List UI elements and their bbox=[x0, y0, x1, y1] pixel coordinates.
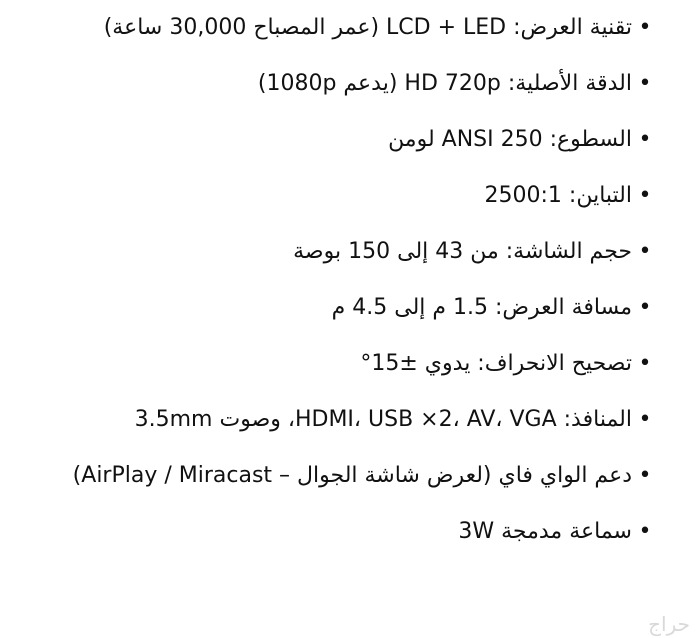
spec-text: حجم الشاشة: من 43 إلى 150 بوصة bbox=[293, 239, 632, 264]
bullet-icon: • bbox=[638, 295, 652, 320]
watermark-logo: حراج bbox=[648, 612, 690, 636]
spec-item bbox=[12, 56, 652, 112]
spec-text: تصحيح الانحراف: يدوي ±15° bbox=[360, 351, 632, 376]
spec-text: مسافة العرض: 1.5 م إلى 4.5 م bbox=[331, 295, 632, 320]
spec-item bbox=[12, 280, 652, 336]
spec-text: الدقة الأصلية: HD 720p (يدعم 1080p) bbox=[257, 71, 632, 96]
bullet-icon: • bbox=[638, 463, 652, 488]
spec-text: التباين: 2500:1 bbox=[484, 183, 632, 208]
spec-item bbox=[12, 504, 652, 560]
bullet-icon: • bbox=[638, 239, 652, 264]
spec-item bbox=[12, 336, 652, 392]
spec-text: السطوع: ANSI 250 لومن bbox=[388, 127, 632, 152]
spec-item bbox=[12, 0, 652, 56]
spec-item bbox=[12, 112, 652, 168]
spec-item bbox=[12, 448, 652, 504]
spec-text: سماعة مدمجة 3W bbox=[458, 519, 632, 544]
spec-item bbox=[12, 392, 652, 448]
spec-text: المنافذ: HDMI، USB ×2، AV، VGA، وصوت 3.5mm bbox=[134, 407, 632, 432]
bullet-icon: • bbox=[638, 15, 652, 40]
bullet-icon: • bbox=[638, 71, 652, 96]
bullet-icon: • bbox=[638, 183, 652, 208]
bullet-icon: • bbox=[638, 127, 652, 152]
spec-text: تقنية العرض: LCD + LED (عمر المصباح 30,000 ساعة) bbox=[103, 15, 632, 40]
spec-text: دعم الواي فاي (لعرض شاشة الجوال – AirPlay / Miracast) bbox=[72, 463, 632, 488]
spec-item bbox=[12, 224, 652, 280]
spec-list bbox=[12, 0, 652, 560]
bullet-icon: • bbox=[638, 351, 652, 376]
spec-item bbox=[12, 168, 652, 224]
bullet-icon: • bbox=[638, 519, 652, 544]
bullet-icon: • bbox=[638, 407, 652, 432]
